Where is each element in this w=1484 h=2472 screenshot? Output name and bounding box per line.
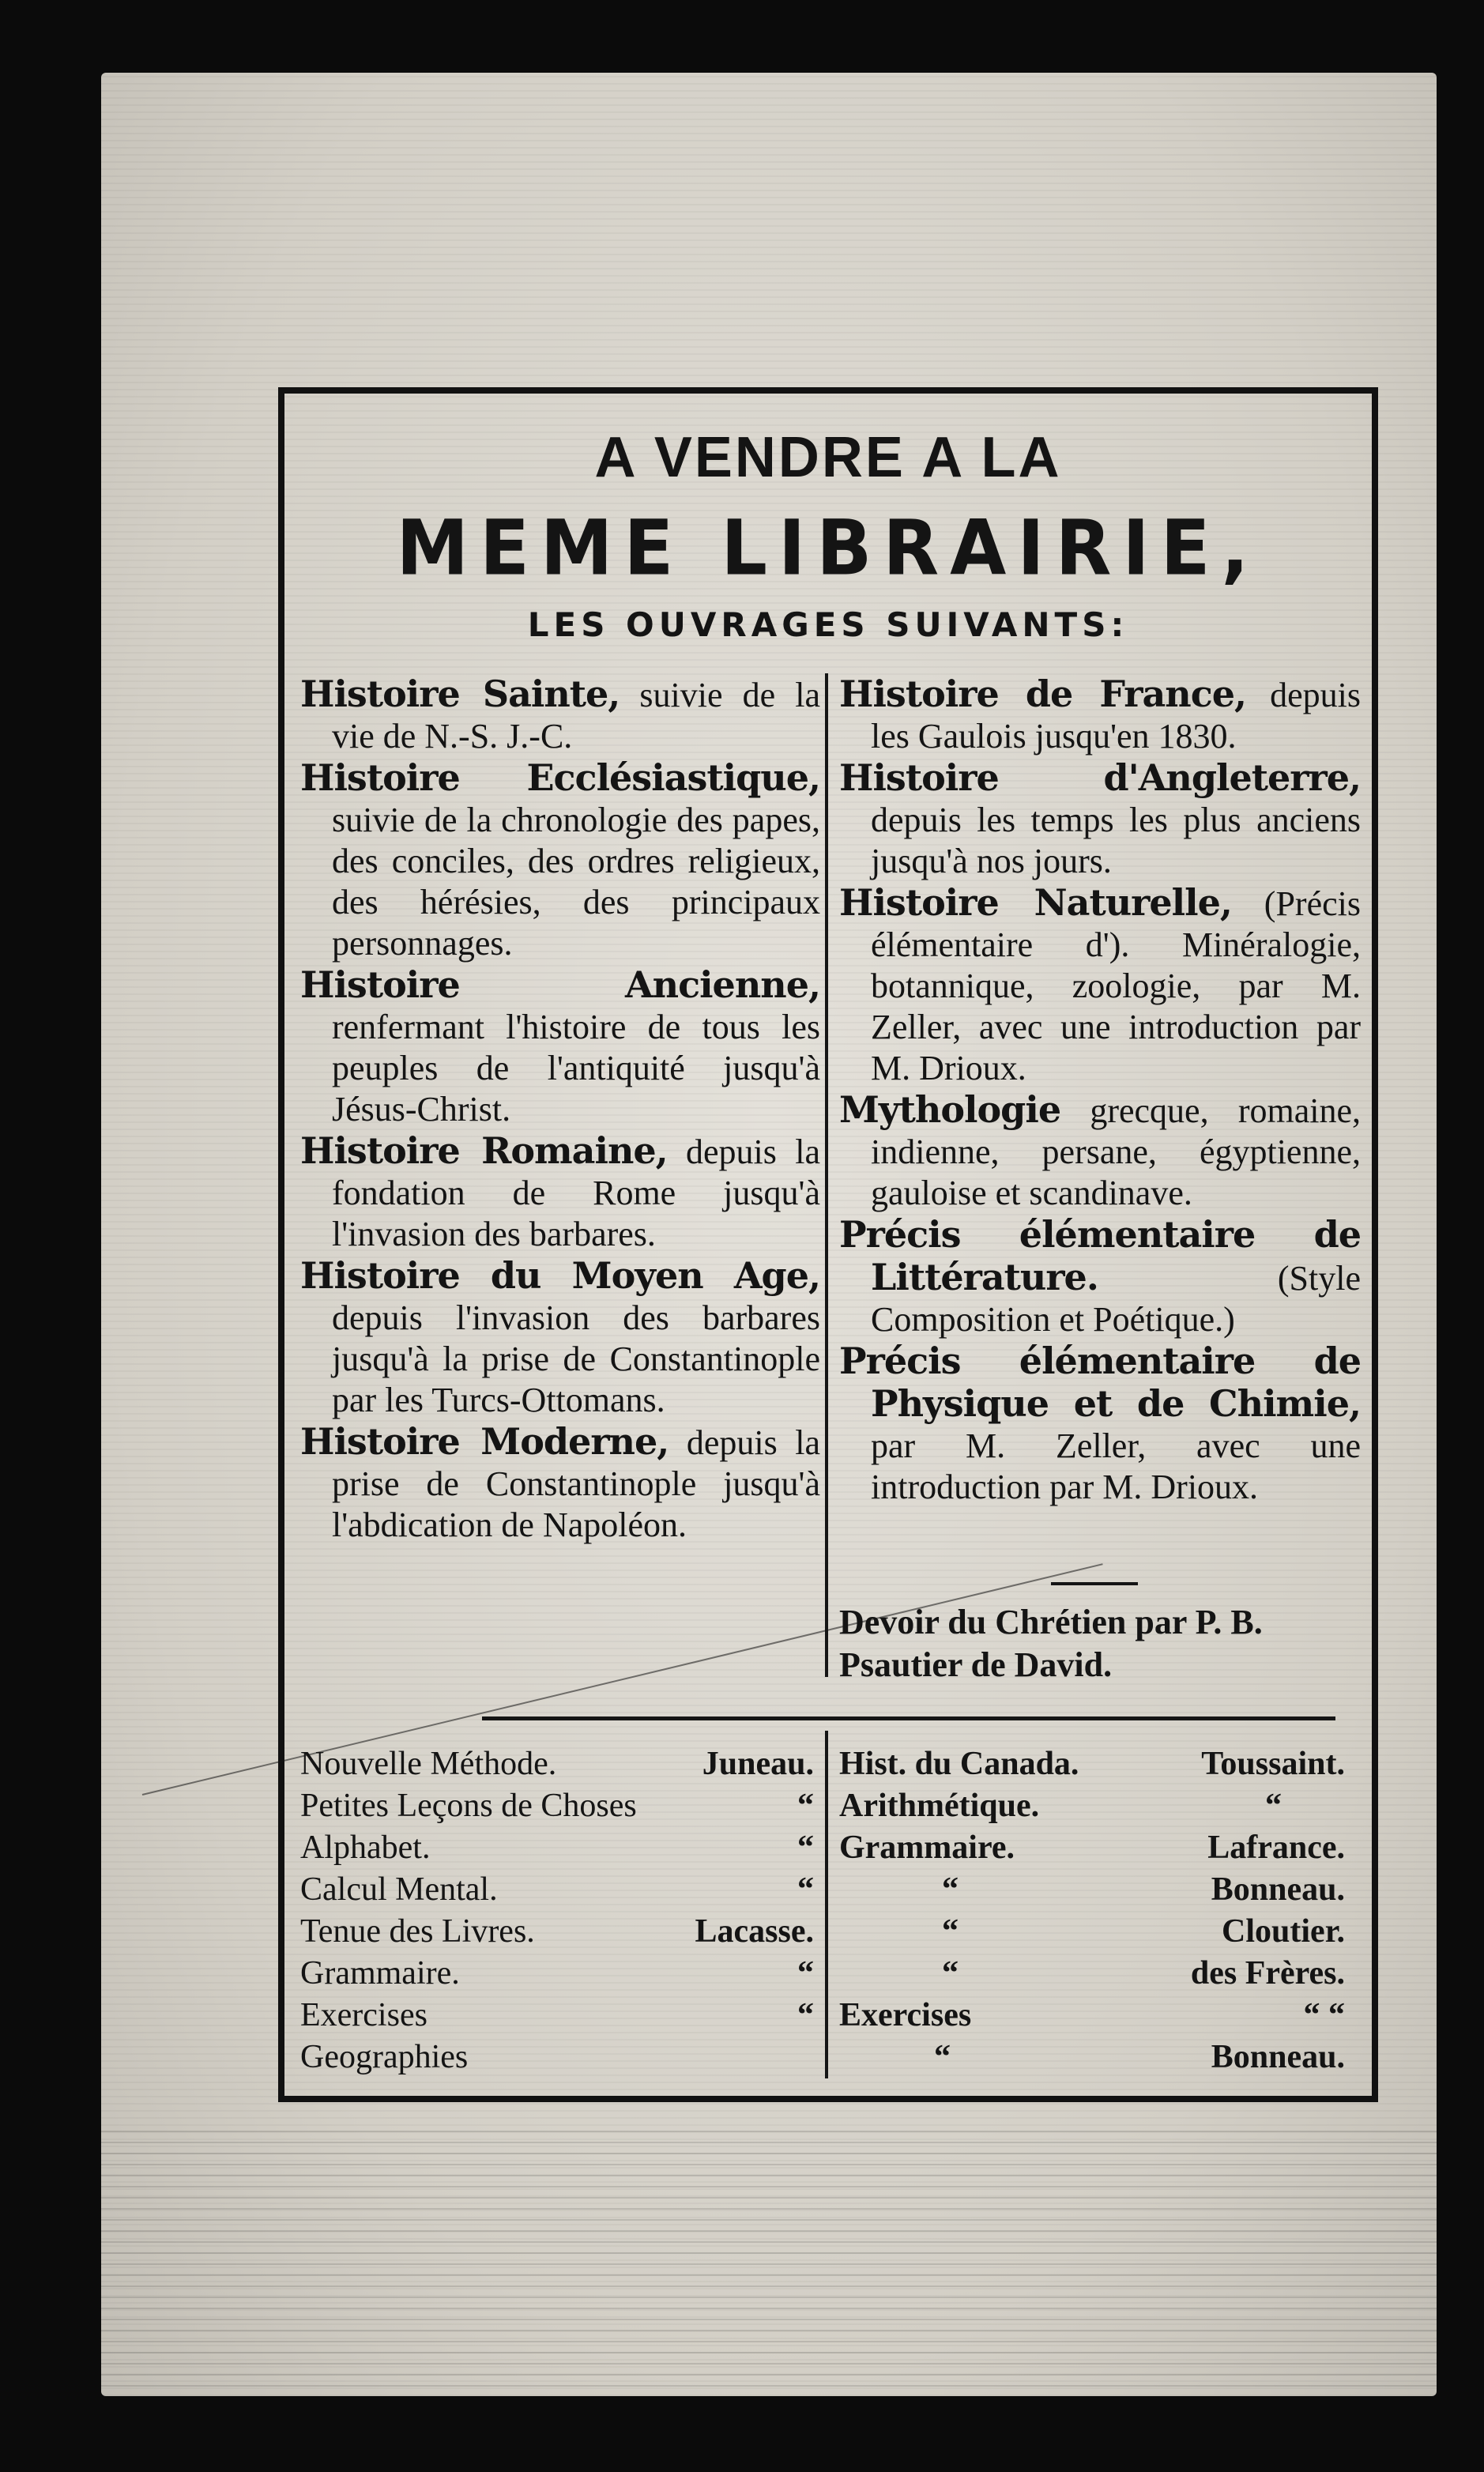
book-entry: Histoire d'Angleterre, depuis les temps les plus anciens jusqu'à nos jours. [839, 756, 1361, 880]
table-divider [825, 1731, 828, 2078]
list-item: “ Bonneau. [934, 2039, 1345, 2075]
book-entry: Histoire Naturelle, (Précis élémentaire d'). Minéralogie, botannique, zoologie, par M. Zeller, avec une introduction par M. Drioux. [839, 881, 1361, 1087]
section-separator [482, 1716, 1335, 1720]
column-divider [825, 673, 828, 1677]
school-books-right [839, 1743, 1345, 2078]
header-line-3: LES OUVRAGES SUIVANTS: [527, 605, 1129, 644]
list-item: Tenue des Livres. Lacasse. [300, 1913, 814, 1950]
extra-title: Devoir du Chrétien par P. B. [839, 1603, 1263, 1641]
extra-title: Psautier de David. [839, 1645, 1113, 1684]
left-book-list [300, 673, 820, 1546]
list-item: “ des Frères. [942, 1955, 1345, 1992]
list-item: “ Bonneau. [942, 1871, 1345, 1908]
list-item: Hist. du Canada. Toussaint. [839, 1746, 1345, 1782]
book-entry: Précis élémentaire de Physique et de Chimie, par M. Zeller, avec une introduction par M. Drioux. [839, 1340, 1361, 1506]
book-entry: Mythologie grecque, romaine, indienne, persane, égyptienne, gauloise et scandinave. [839, 1088, 1361, 1212]
list-item: “ Cloutier. [942, 1913, 1345, 1950]
book-entry: Histoire Ancienne, renfermant l'histoire de tous les peuples de l'antiquité jusqu'à Jésus-Christ. [300, 963, 820, 1129]
header-line-1: A VENDRE A LA [594, 426, 1062, 489]
book-entry: Précis élémentaire de Littérature. (Style Composition et Poétique.) [839, 1213, 1361, 1339]
list-item: Exercises “ “ [839, 1997, 1345, 2033]
list-item: Grammaire. “ [300, 1955, 814, 1992]
book-entry: Histoire de France, depuis les Gaulois jusqu'en 1830. [839, 673, 1361, 756]
book-entry: Histoire Moderne, depuis la prise de Constantinople jusqu'à l'abdication de Napoléon. [300, 1420, 821, 1544]
short-rule [1051, 1582, 1138, 1585]
list-item: Alphabet. “ [300, 1830, 814, 1866]
ruled-paper-area [101, 2126, 1437, 2387]
list-item: Exercises “ [300, 1997, 814, 2033]
book-entry: Histoire du Moyen Age, depuis l'invasion des barbares jusqu'à la prise de Constantinople par les Turcs-Ottomans. [300, 1254, 820, 1419]
header-line-2: MEME LIBRAIRIE, [396, 503, 1260, 593]
extra-titles [839, 1601, 1361, 1686]
right-book-list [839, 673, 1361, 1508]
list-item: Calcul Mental. “ [300, 1871, 814, 1908]
list-item: Petites Leçons de Choses “ [300, 1788, 814, 1824]
list-item: Arithmétique. “ [839, 1788, 1282, 1824]
school-books-left [300, 1743, 814, 2078]
list-item: Geographies [300, 2039, 469, 2075]
book-entry: Histoire Romaine, depuis la fondation de Rome jusqu'à l'invasion des barbares. [300, 1129, 820, 1253]
book-entry: Histoire Sainte, suivie de la vie de N.-S. J.-C. [300, 673, 820, 756]
book-entry: Histoire Ecclésiastique, suivie de la chronologie des papes, des conciles, des ordres religieux, des hérésies, des principaux personnages. [300, 756, 820, 963]
list-item: Nouvelle Méthode. Juneau. [300, 1746, 814, 1782]
list-item: Grammaire. Lafrance. [839, 1830, 1345, 1866]
